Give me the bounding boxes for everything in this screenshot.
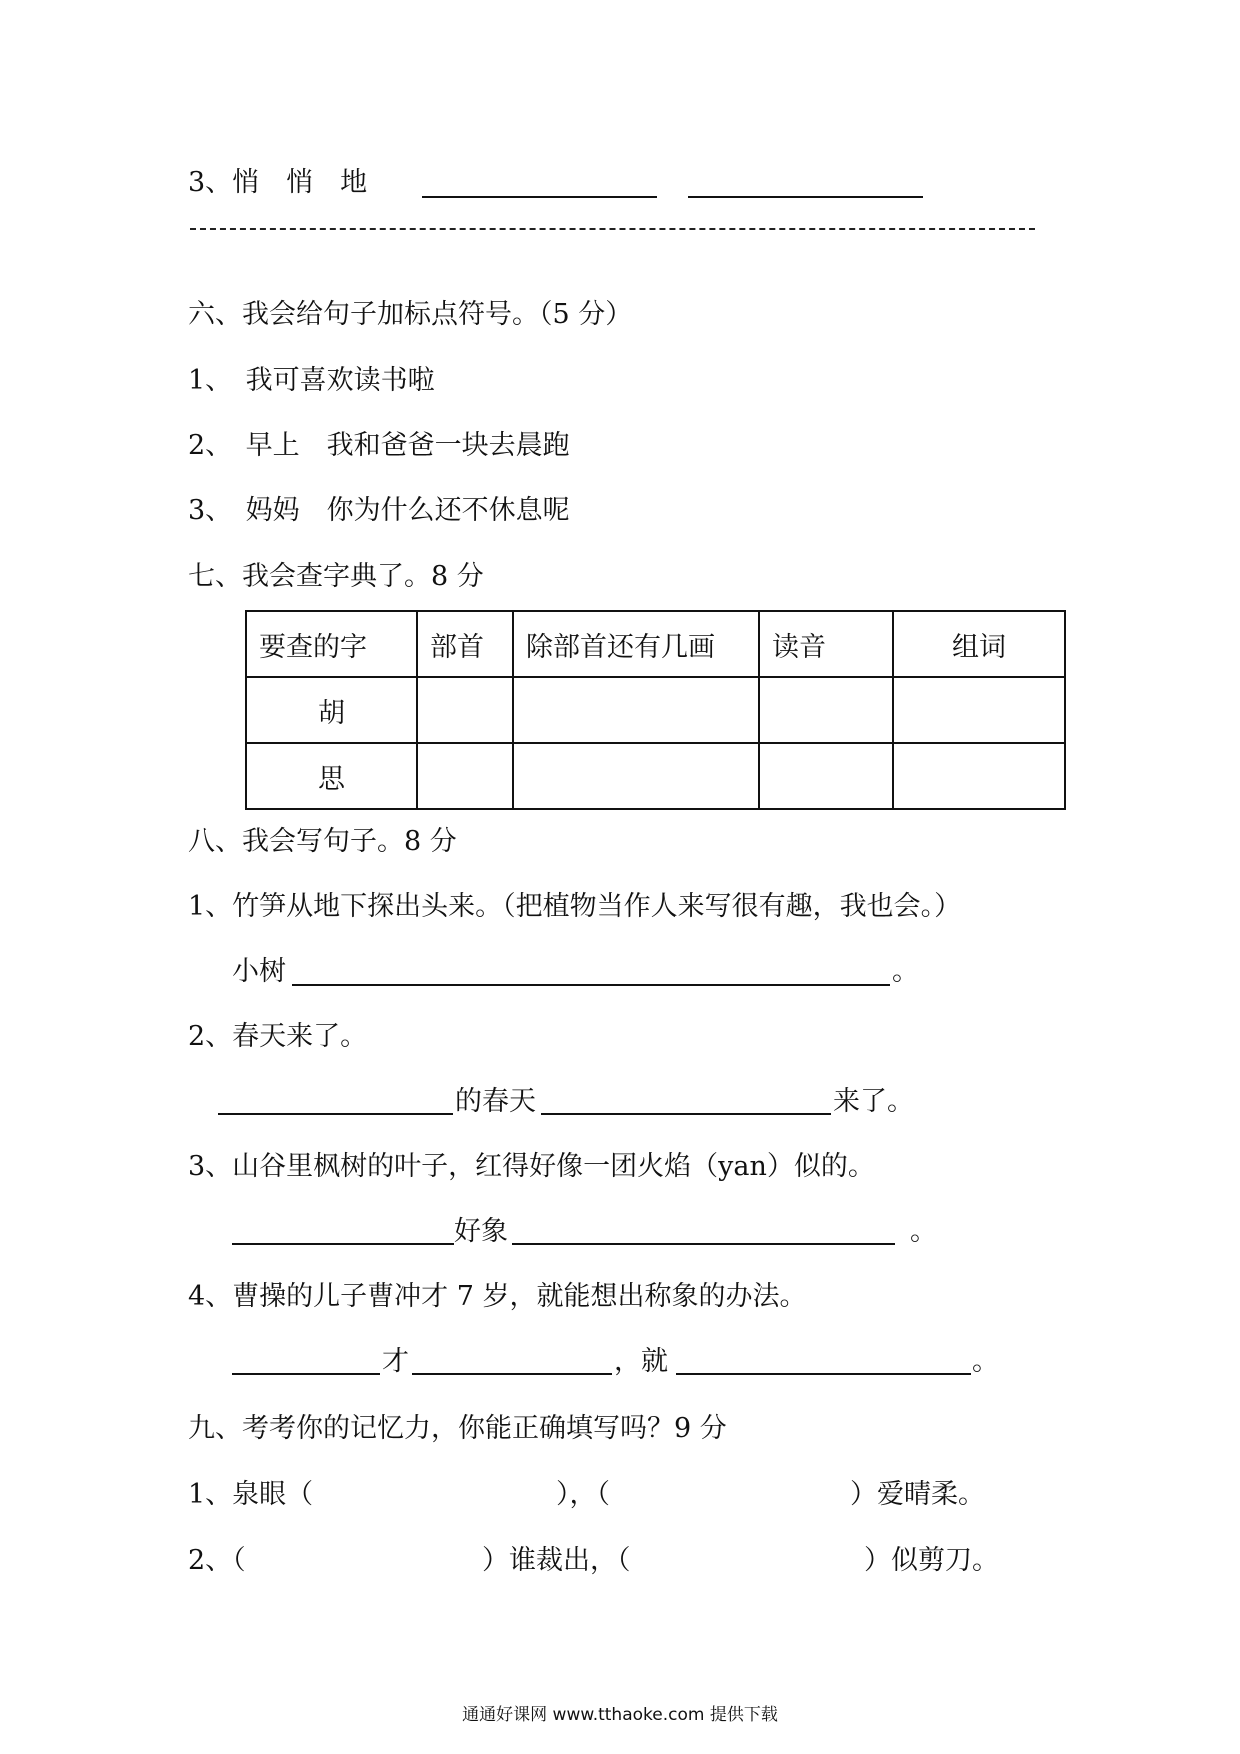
answer-blank[interactable] — [232, 1243, 454, 1245]
poem-line-1-start: 1、泉眼（ — [188, 1479, 314, 1510]
punctuation-item-3: 3、 妈妈 你为什么还不休息呢 — [188, 495, 570, 526]
table-cell-blank[interactable] — [513, 677, 759, 743]
sentence-question-2: 2、春天来了。 — [188, 1021, 368, 1052]
punctuation-item-2: 2、 早上 我和爸爸一块去晨跑 — [188, 430, 570, 461]
table-cell-blank[interactable] — [759, 743, 893, 809]
table-row — [246, 677, 1065, 743]
sentence-question-4: 4、曹操的儿子曹冲才 7 岁，就能想出称象的办法。 — [188, 1281, 807, 1312]
table-header-cell: 组词 — [893, 611, 1065, 677]
poem-line-1-middle: ），（ — [556, 1479, 610, 1510]
sentence-middle: 才 — [382, 1346, 409, 1377]
answer-blank[interactable] — [512, 1243, 895, 1245]
sentence-middle: 好象 — [454, 1216, 508, 1247]
table-cell-blank[interactable] — [893, 677, 1065, 743]
punctuation-item-1: 1、 我可喜欢读书啦 — [188, 365, 435, 396]
answer-blank[interactable] — [676, 1373, 971, 1375]
section-8-title: 八、我会写句子。8 分 — [188, 826, 457, 857]
table-header-cell: 要查的字 — [246, 611, 417, 677]
answer-blank[interactable] — [541, 1113, 831, 1115]
table-cell-blank[interactable] — [513, 743, 759, 809]
word-item-3: 3、悄 悄 地 — [188, 167, 368, 198]
sentence-question-3: 3、山谷里枫树的叶子，红得好像一团火焰（yan）似的。 — [188, 1151, 875, 1182]
sentence-end: 。 — [972, 1346, 999, 1377]
table-row — [246, 743, 1065, 809]
answer-blank[interactable] — [218, 1113, 453, 1115]
poem-line-2-start: 2、（ — [188, 1545, 246, 1576]
table-cell-blank[interactable] — [417, 743, 513, 809]
sentence-middle: 的春天 — [455, 1086, 536, 1117]
table-cell-character: 思 — [246, 743, 417, 809]
sentence-end: 。 — [892, 956, 919, 987]
sentence-middle: ，就 — [614, 1346, 668, 1377]
poem-line-1-end: ）爱晴柔。 — [850, 1479, 985, 1510]
table-header-row — [246, 611, 1065, 677]
sentence-end: 。 — [910, 1216, 937, 1247]
sentence-end: 来了。 — [833, 1086, 914, 1117]
table-header-cell: 读音 — [759, 611, 893, 677]
dashed-divider — [190, 228, 1035, 230]
table-cell-blank[interactable] — [417, 677, 513, 743]
poem-line-2-middle: ）谁裁出，（ — [482, 1545, 631, 1576]
answer-blank[interactable] — [232, 1373, 380, 1375]
answer-blank[interactable] — [412, 1373, 612, 1375]
table-cell-character: 胡 — [246, 677, 417, 743]
footer-credit: 通通好课网 www.tthaoke.com 提供下载 — [462, 1705, 778, 1725]
section-7-title: 七、我会查字典了。8 分 — [188, 561, 484, 592]
table-cell-blank[interactable] — [759, 677, 893, 743]
dictionary-table — [245, 610, 1066, 810]
sentence-question-1: 1、竹笋从地下探出头来。（把植物当作人来写很有趣，我也会。） — [188, 891, 962, 922]
section-9-title: 九、考考你的记忆力，你能正确填写吗？9 分 — [188, 1413, 727, 1444]
answer-blank[interactable] — [688, 196, 923, 198]
table-header-cell: 部首 — [417, 611, 513, 677]
poem-line-2-end: ）似剪刀。 — [864, 1545, 999, 1576]
answer-blank[interactable] — [292, 984, 890, 986]
sentence-prefix: 小树 — [232, 956, 286, 987]
section-6-title: 六、我会给句子加标点符号。（5 分） — [188, 299, 633, 330]
answer-blank[interactable] — [422, 196, 657, 198]
table-header-cell: 除部首还有几画 — [513, 611, 759, 677]
table-cell-blank[interactable] — [893, 743, 1065, 809]
